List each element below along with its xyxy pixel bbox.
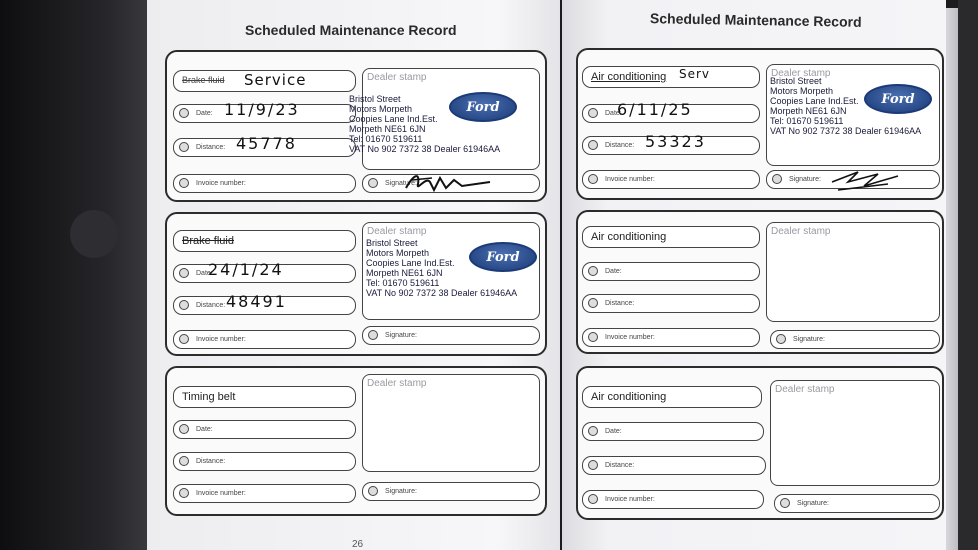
service-field	[582, 386, 762, 408]
service-handwritten: Service	[244, 71, 307, 89]
distance-label: Distance:	[605, 462, 635, 469]
stamp-label: Dealer stamp	[775, 384, 835, 395]
checkbox-icon	[780, 498, 790, 508]
background-right	[958, 0, 978, 550]
service-printed: Brake fluid	[182, 235, 234, 247]
distance-label: Distance:	[605, 142, 635, 149]
checkbox-icon	[179, 456, 189, 466]
record-card	[165, 366, 547, 516]
date-value: 11/9/23	[224, 100, 300, 119]
signature-scribble	[828, 166, 908, 194]
signature-field	[774, 494, 940, 513]
distance-label: Distance:	[196, 458, 226, 465]
date-label: Date:	[196, 270, 213, 277]
distance-value: 48491	[226, 292, 287, 311]
invoice-field	[173, 330, 356, 349]
date-value: 6/11/25	[617, 100, 693, 119]
distance-field	[582, 456, 766, 475]
invoice-field	[173, 484, 356, 503]
invoice-label: Invoice number:	[196, 490, 246, 497]
signature-scribble	[402, 170, 497, 196]
distance-value: 45778	[236, 134, 297, 153]
date-value: 24/1/24	[208, 260, 284, 279]
checkbox-icon	[179, 334, 189, 344]
checkbox-icon	[588, 140, 598, 150]
stamp-label: Dealer stamp	[367, 226, 427, 237]
record-card	[576, 48, 944, 200]
date-label: Date:	[196, 110, 213, 117]
checkbox-icon	[588, 108, 598, 118]
ford-logo: Ford	[469, 242, 537, 272]
dealer-stamp-box	[770, 380, 940, 486]
left-page	[147, 0, 560, 550]
checkbox-icon	[179, 300, 189, 310]
service-handwritten: Serv	[679, 67, 711, 81]
date-field	[173, 260, 356, 283]
date-field	[582, 422, 764, 441]
distance-field	[173, 452, 356, 471]
date-field	[173, 100, 356, 123]
date-label: Date:	[605, 110, 622, 117]
signature-field	[362, 326, 540, 345]
checkbox-icon	[588, 426, 598, 436]
invoice-label: Invoice number:	[605, 334, 655, 341]
checkbox-icon	[588, 174, 598, 184]
signature-label: Signature:	[793, 336, 825, 343]
distance-label: Distance:	[605, 300, 635, 307]
date-label: Date:	[605, 428, 622, 435]
checkbox-icon	[179, 424, 189, 434]
page-edges	[946, 8, 958, 550]
ford-logo: Ford	[449, 92, 517, 122]
background-left	[0, 0, 150, 550]
checkbox-icon	[772, 174, 782, 184]
invoice-field	[173, 174, 356, 193]
page-title: Scheduled Maintenance Record	[245, 22, 457, 38]
signature-field	[770, 330, 940, 349]
record-card	[576, 210, 944, 354]
service-printed: Timing belt	[182, 391, 236, 403]
checkbox-icon	[179, 268, 189, 278]
checkbox-icon	[179, 108, 189, 118]
invoice-field	[582, 170, 760, 189]
checkbox-icon	[776, 334, 786, 344]
record-card	[576, 366, 944, 520]
invoice-label: Invoice number:	[196, 180, 246, 187]
distance-field	[582, 294, 760, 313]
service-printed: Brake fluid	[182, 75, 225, 85]
date-field	[582, 100, 760, 123]
dealer-stamp-text: Bristol Street Motors Morpeth Coopies Lane Ind.Est. Morpeth NE61 6JN Tel: 01670 519611 VAT No 902 7372 38 Dealer 61946AA	[349, 94, 501, 154]
service-field	[173, 70, 356, 92]
service-printed: Air conditioning	[591, 71, 667, 83]
checkbox-icon	[179, 142, 189, 152]
signature-field	[362, 482, 540, 501]
checkbox-icon	[368, 178, 378, 188]
invoice-label: Invoice number:	[605, 496, 655, 503]
ford-logo: Ford	[864, 84, 932, 114]
record-card	[165, 212, 547, 356]
service-printed: Air conditioning	[591, 391, 667, 403]
dealer-stamp-text: Bristol Street Motors Morpeth Coopies Lane Ind.Est. Morpeth NE61 6JN Tel: 01670 519611 VAT No 902 7372 38 Dealer 61946AA	[366, 238, 518, 298]
checkbox-icon	[179, 178, 189, 188]
checkbox-icon	[179, 488, 189, 498]
date-field	[173, 420, 356, 439]
checkbox-icon	[368, 330, 378, 340]
checkbox-icon	[368, 486, 378, 496]
right-page	[562, 0, 946, 550]
distance-label: Distance:	[196, 302, 226, 309]
stamp-label: Dealer stamp	[367, 378, 427, 389]
date-label: Date:	[605, 268, 622, 275]
service-printed: Air conditioning	[591, 231, 667, 243]
distance-value: 53323	[645, 132, 706, 151]
distance-field	[582, 132, 760, 155]
service-field	[582, 226, 760, 248]
checkbox-icon	[588, 298, 598, 308]
distance-field	[173, 292, 356, 315]
stamp-label: Dealer stamp	[771, 68, 831, 79]
stamp-label: Dealer stamp	[771, 226, 831, 237]
service-field	[173, 386, 356, 408]
date-label: Date:	[196, 426, 213, 433]
record-card	[165, 50, 547, 202]
invoice-label: Invoice number:	[196, 336, 246, 343]
signature-label: Signature:	[385, 488, 417, 495]
signature-label: Signature:	[385, 332, 417, 339]
signature-label: Signature:	[797, 500, 829, 507]
checkbox-icon	[588, 266, 598, 276]
stamp-label: Dealer stamp	[367, 72, 427, 83]
dealer-stamp-box	[362, 374, 540, 472]
invoice-field	[582, 328, 760, 347]
page-number: 26	[352, 539, 364, 550]
dealer-stamp-text: Bristol Street Motors Morpeth Coopies Lane Ind.Est. Morpeth NE61 6JN Tel: 01670 519611 VAT No 902 7372 38 Dealer 61946AA	[770, 76, 922, 136]
invoice-label: Invoice number:	[605, 176, 655, 183]
distance-field	[173, 134, 356, 157]
checkbox-icon	[588, 460, 598, 470]
date-field	[582, 262, 760, 281]
dealer-stamp-box	[766, 222, 940, 322]
page-title: Scheduled Maintenance Record	[649, 10, 862, 30]
service-field	[582, 66, 760, 88]
signature-label: Signature:	[385, 180, 417, 187]
invoice-field	[582, 490, 764, 509]
service-field	[173, 230, 356, 252]
distance-label: Distance:	[196, 144, 226, 151]
checkbox-icon	[588, 332, 598, 342]
signature-label: Signature:	[789, 176, 821, 183]
checkbox-icon	[588, 494, 598, 504]
